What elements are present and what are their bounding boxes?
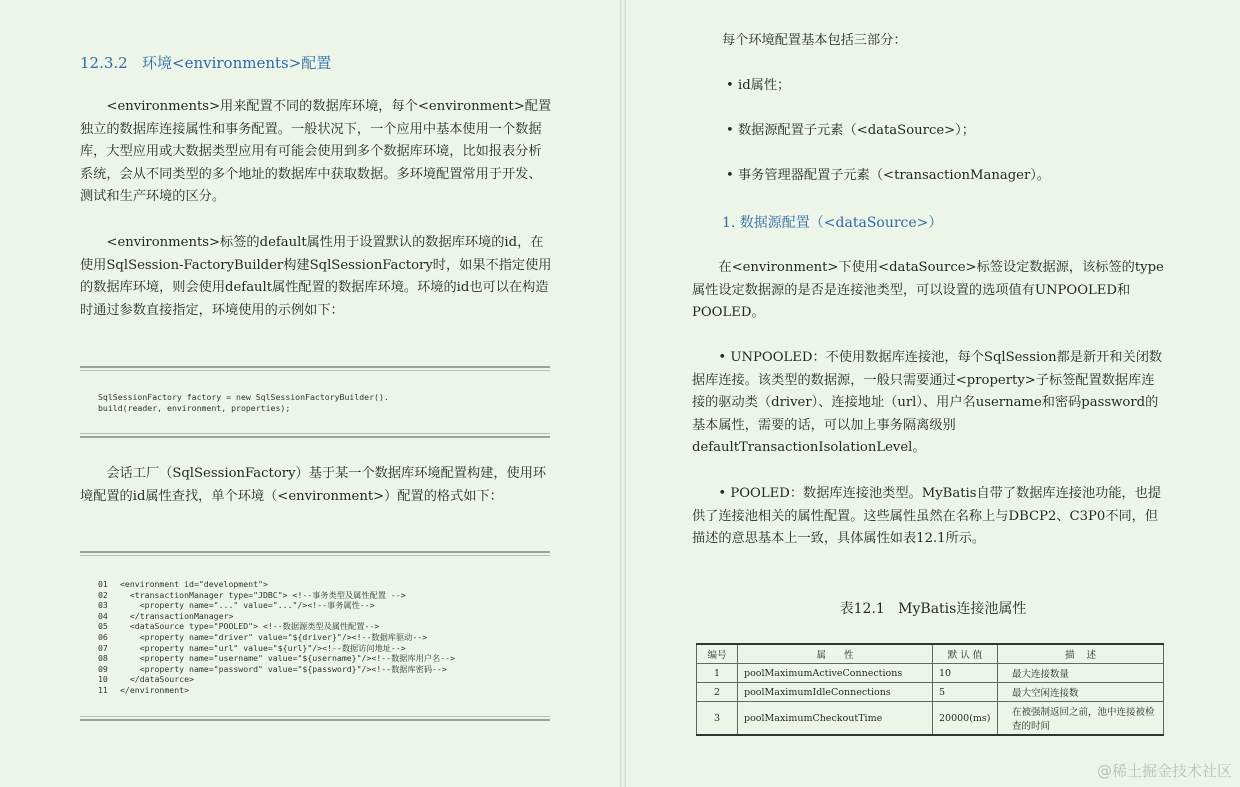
line-number: 06 [98, 631, 108, 642]
code-line [98, 653, 550, 664]
pool-properties-table [696, 643, 1164, 736]
code-text: <property name="username" value="${username}"/><!--数据库用户名--> [120, 653, 456, 664]
paragraph-datasource: 在<environment>下使用<dataSource>标签设定数据源，该标签的type属性设定数据源的是否是连接池类型，可以设置的选项值有UNPOOLED和POOLED。 [692, 260, 1164, 321]
code-text: </transactionManager> [120, 610, 234, 621]
table-cell: 3 [697, 702, 738, 736]
table-cell: 5 [933, 683, 998, 702]
subsection-heading: 1. 数据源配置（<dataSource>） [722, 215, 943, 231]
line-number: 03 [98, 600, 108, 611]
code-text: <dataSource type="POOLED"> <!--数据源类型及属性配置--> [120, 621, 380, 632]
table-cell: poolMaximumIdleConnections [738, 683, 933, 702]
line-number: 02 [98, 589, 108, 600]
line-number: 07 [98, 642, 108, 653]
code-line [98, 632, 550, 643]
line-number: 08 [98, 653, 108, 664]
column-header: 属 性 [738, 644, 933, 664]
code-line [98, 579, 550, 590]
table-row [697, 683, 1164, 702]
code-line: build(reader, environment, properties); [98, 402, 291, 413]
column-header: 编号 [697, 644, 738, 664]
line-number: 10 [98, 674, 108, 685]
code-text: </dataSource> [120, 674, 194, 685]
code-line [98, 590, 550, 601]
table-row [697, 664, 1164, 683]
code-line [98, 600, 550, 611]
code-text: </environment> [120, 684, 190, 695]
code-line [98, 674, 550, 685]
table-cell: 在被强制返回之前，池中连接被检查的时间 [998, 702, 1164, 736]
code-block-environment [80, 551, 550, 721]
table-cell: poolMaximumCheckoutTime [738, 702, 933, 736]
line-number: 04 [98, 610, 108, 621]
table-caption: 表12.1 MyBatis连接池属性 [839, 601, 1027, 617]
table-cell: 1 [697, 664, 738, 683]
section-heading: 12.3.2 环境<environments>配置 [80, 54, 332, 72]
table-cell: 最大连接数量 [998, 664, 1164, 683]
intro-text: 每个环境配置基本包括三部分： [722, 33, 907, 48]
code-line [98, 611, 550, 622]
code-line: SqlSessionFactory factory = new SqlSessionFactoryBuilder(). [98, 392, 389, 402]
table-cell: 2 [697, 683, 738, 702]
bullet-datasource: • 数据源配置子元素（<dataSource>）； [726, 123, 975, 138]
code-text: <property name="driver" value="${driver}"/><!--数据库驱动--> [120, 631, 428, 642]
line-number: 09 [98, 663, 108, 674]
line-number: 01 [98, 579, 108, 589]
table-cell: 20000(ms) [933, 702, 998, 736]
code-block-factory [80, 366, 550, 438]
watermark: @稀土掘金技术社区 [1096, 762, 1232, 780]
code-text: <property name="..." value="..."/><!--事务属性--> [120, 600, 375, 611]
code-text: <transactionManager type="JDBC"> <!--事务类型及属性配置 --> [120, 589, 406, 600]
line-number: 05 [98, 621, 108, 632]
table-cell: 10 [933, 664, 998, 683]
code-text: <property name="url" value="${url}"/><!--数据访问地址--> [120, 642, 406, 653]
table-header-row [697, 644, 1164, 664]
bullet-transaction-manager: • 事务管理器配置子元素（<transactionManager）。 [726, 168, 1051, 183]
paragraph-environments-intro: <environments>用来配置不同的数据库环境，每个<environment>配置独立的数据库连接属性和事务配置。一般状况下，一个应用中基本使用一个数据库，大型应用或大数据类型应用有可能会使用到多个数据库环境，比如报表分析系统，会从不同类型的多个地址的数据库中获取数据。多环境配置常用于开发、测试和生产环境的区分。 [80, 99, 552, 205]
paragraph-unpooled: • UNPOOLED：不使用数据库连接池，每个SqlSession都是新开和关闭数据库连接。该类型的数据源，一般只需要通过<property>子标签配置数据库连接的驱动类（driver）、连接地址（url）、用户名username和密码password的基本属性，需要的话，可以加上事务隔离级别defaultTransactionIsolationLevel。 [692, 350, 1163, 456]
code-line [98, 621, 550, 632]
code-text: <environment id="development"> [120, 579, 268, 589]
column-header: 默 认 值 [933, 644, 998, 664]
table-row [697, 702, 1164, 736]
code-line [98, 685, 550, 696]
line-number: 11 [98, 684, 108, 695]
column-header: 描 述 [998, 644, 1164, 664]
bullet-id: • id属性； [726, 78, 791, 93]
code-line [98, 643, 550, 654]
paragraph-pooled: • POOLED：数据库连接池类型。MyBatis自带了数据库连接池功能，也提供了连接池相关的属性配置。这些属性虽然在名称上与DBCP2、C3P0不同，但描述的意思基本上一致，具体属性如表12.1所示。 [692, 486, 1162, 547]
table-cell: 最大空闲连接数 [998, 683, 1164, 702]
code-line [98, 664, 550, 675]
table-cell: poolMaximumActiveConnections [738, 664, 933, 683]
code-text: <property name="password" value="${password}"/><!--数据库密码--> [120, 663, 447, 674]
paragraph-session-factory: 会话工厂（SqlSessionFactory）基于某一个数据库环境配置构建，使用环境配置的id属性查找，单个环境（<environment>）配置的格式如下： [80, 466, 547, 504]
paragraph-default-attribute: <environments>标签的default属性用于设置默认的数据库环境的id，在使用SqlSession-FactoryBuilder构建SqlSessionFactory时，如果不指定使用的数据库环境，则会使用default属性配置的数据库环境。环境的id也可以在构造时通过参数直接指定，环境使用的示例如下： [80, 235, 552, 318]
